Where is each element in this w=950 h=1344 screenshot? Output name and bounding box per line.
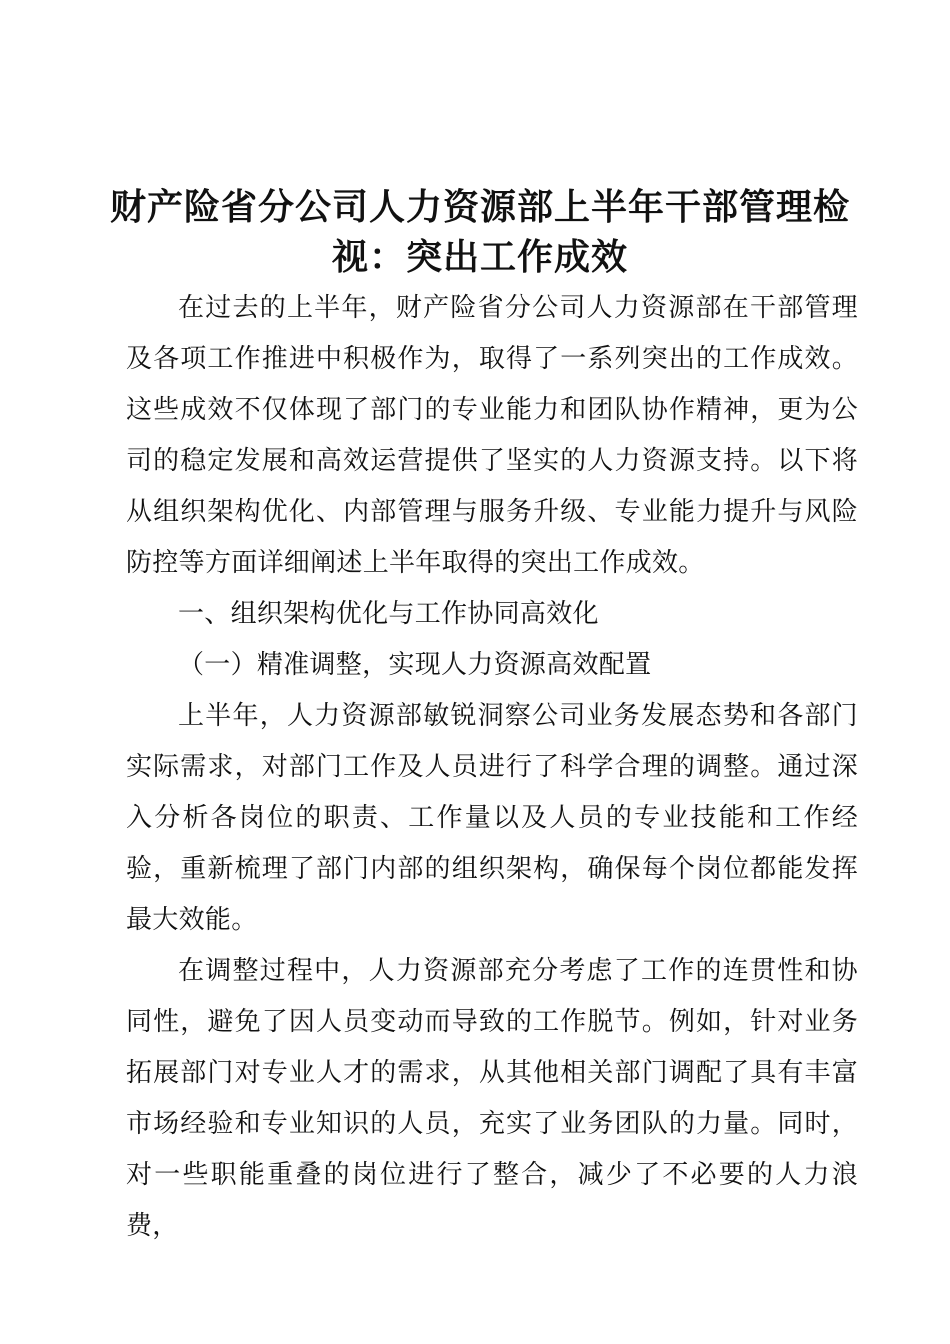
document-title: 财产险省分公司人力资源部上半年干部管理检视：突出工作成效: [110, 187, 851, 278]
intro-paragraph: 在过去的上半年，财产险省分公司人力资源部在干部管理及各项工作推进中积极作为，取得了一系列突出的工作成效。这些成效不仅体现了部门的专业能力和团队协作精神，更为公司的稳定发展和高效运营提供了坚实的人力资源支持。以下将从组织架构优化、内部管理与服务升级、专业能力提升与风险防控等方面详细阐述上半年取得的突出工作成效。: [126, 293, 858, 578]
document-body: [126, 283, 858, 1252]
subsection-heading-1: （一）精准调整，实现人力资源高效配置: [178, 650, 652, 680]
body-paragraph-2: 在调整过程中，人力资源部充分考虑了工作的连贯性和协同性，避免了因人员变动而导致的工作脱节。例如，针对业务拓展部门对专业人才的需求，从其他相关部门调配了具有丰富市场经验和专业知识的人员，充实了业务团队的力量。同时，对一些职能重叠的岗位进行了整合，减少了不必要的人力浪费，: [126, 956, 858, 1241]
section-heading-1: 一、组织架构优化与工作协同高效化: [178, 599, 599, 629]
body-paragraph-1: 上半年，人力资源部敏锐洞察公司业务发展态势和各部门实际需求，对部门工作及人员进行了科学合理的调整。通过深入分析各岗位的职责、工作量以及人员的专业技能和工作经验，重新梳理了部门内部的组织架构，确保每个岗位都能发挥最大效能。: [126, 701, 858, 935]
